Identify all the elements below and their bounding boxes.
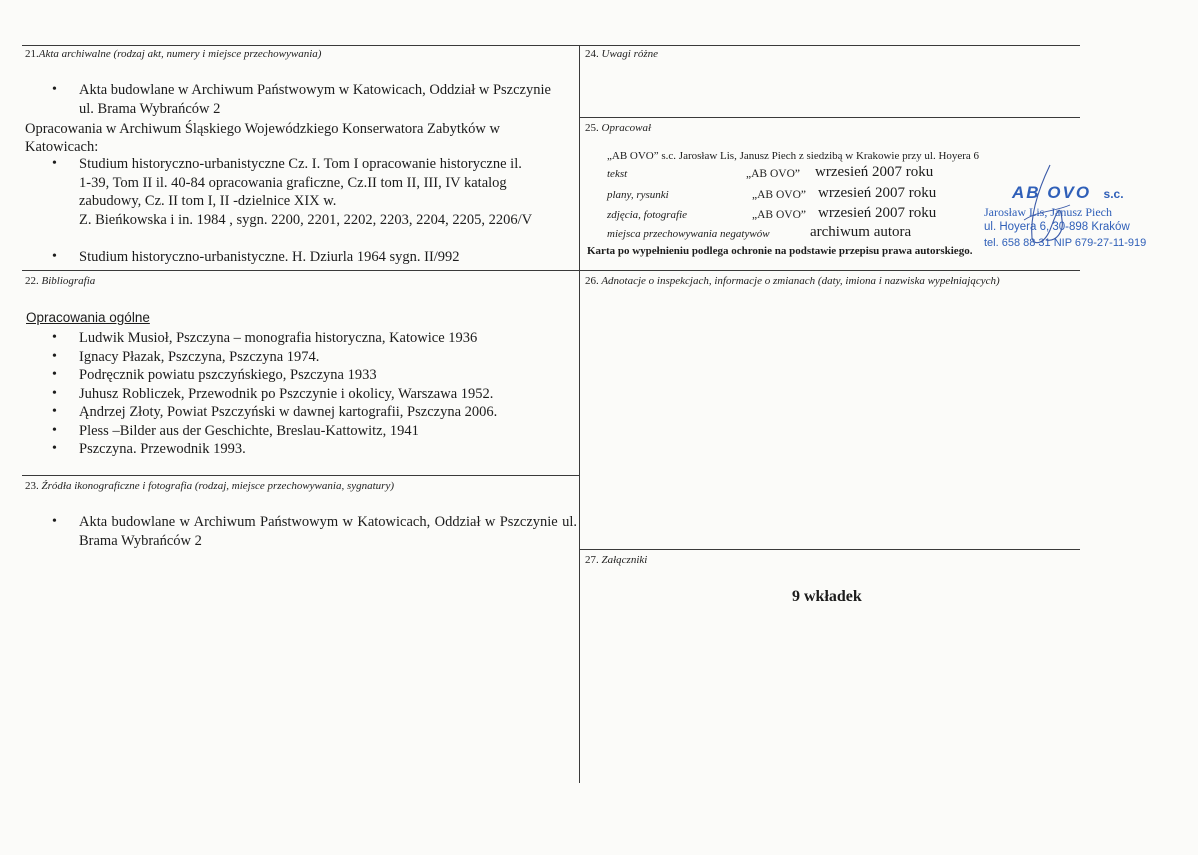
bibliography-list: [52, 329, 577, 459]
author-row-who: „AB OVO”: [746, 168, 800, 180]
section-26-number: 26.: [585, 275, 599, 287]
section-25-number: 25.: [585, 122, 599, 134]
list-item: • Ąndrzej Złoty, Powiat Pszczyński w dawnej kartografii, Pszczyna 2006.: [52, 403, 577, 422]
author-row-who: „AB OVO”: [752, 209, 806, 221]
section-22-title: Bibliografia: [41, 275, 96, 287]
copyright-note: Karta po wypełnieniu podlega ochronie na podstawie przepisu prawa autorskiego.: [587, 245, 973, 257]
section-24-label: [585, 48, 658, 60]
section-23-number: 23.: [25, 480, 39, 492]
section-25-label: [585, 122, 651, 134]
list-item: • Juhusz Robliczek, Przewodnik po Pszczynie i okolicy, Warszawa 1952.: [52, 385, 577, 404]
section-27-label: [585, 554, 647, 566]
author-row-label: zdjęcia, fotografie: [607, 209, 688, 221]
rule-right-2: [579, 270, 1080, 271]
company-line: „AB OVO” s.c. Jarosław Lis, Janusz Piech z siedzibą w Krakowie przy ul. Hoyera 6: [607, 150, 980, 162]
section-24-title: Uwagi różne: [601, 48, 659, 60]
section-21-label: [25, 48, 321, 60]
section-24-number: 24.: [585, 48, 599, 60]
column-divider: [579, 45, 580, 783]
section-27-number: 27.: [585, 554, 599, 566]
section-21-title: Akta archiwalne (rodzaj akt, numery i miejsce przechowywania): [38, 48, 322, 60]
signature-icon: [1010, 160, 1080, 250]
author-row-label: tekst: [607, 168, 628, 180]
list-item: • Akta budowlane w Archiwum Państwowym w Katowicach, Oddział w Pszczynie ul. Brama Wybrańców 2: [52, 81, 552, 118]
list-item: • Ignacy Płazak, Pszczyna, Pszczyna 1974.: [52, 348, 577, 367]
section-26-title: Adnotacje o inspekcjach, informacje o zmianach (daty, imiona i nazwiska wypełniających): [601, 275, 1000, 287]
section-21-list-1: [52, 81, 552, 118]
list-item: • Studium historyczno-urbanistyczne. H. Dziurla 1964 sygn. II/992: [52, 248, 577, 267]
studium1-line2: 1-39, Tom II il. 40-84 opracowania graficzne, Cz.II tom II, III, IV katalog: [79, 174, 507, 191]
section-25-title: Opracował: [601, 122, 651, 134]
author-row-who: „AB OVO”: [752, 189, 806, 201]
negatives-label: miejsca przechowywania negatywów: [607, 228, 770, 240]
author-row-when: wrzesień 2007 roku: [818, 185, 937, 201]
rule-right-1: [579, 117, 1080, 118]
stamp-line4: tel. 658 88 31 NIP 679-27-11-919: [984, 237, 1147, 249]
studium1-line4: Z. Bieńkowska i in. 1984 , sygn. 2200, 2201, 2202, 2203, 2204, 2205, 2206/V: [79, 211, 533, 228]
stamp-suffix: s.c.: [1103, 187, 1124, 201]
stamp-line3: ul. Hoyera 6, 30-898 Kraków: [984, 221, 1130, 233]
section-21-list-3: [52, 248, 577, 267]
list-item: • Pszczyna. Przewodnik 1993.: [52, 440, 577, 459]
list-item: • Ludwik Musioł, Pszczyna – monografia historyczna, Katowice 1936: [52, 329, 577, 348]
section-22-subtitle: Opracowania ogólne: [26, 310, 150, 325]
studium1-line3: zabudowy, Cz. II tom I, II -dzielnice XIX w.: [79, 193, 337, 209]
section-27-title: Załączniki: [601, 554, 648, 566]
section-22-label: [25, 275, 95, 287]
rule-right-3: [579, 549, 1080, 550]
list-item: [52, 155, 577, 229]
stamp-logo: AB OVO: [1012, 183, 1092, 202]
stamp-line2: Jarosław Lis, Janusz Piech: [984, 205, 1112, 219]
section-26-label: [585, 275, 1000, 287]
section-21-list-2: [52, 155, 577, 229]
section-23-title: Źródła ikonograficzne i fotografia (rodzaj, miejsce przechowywania, sygnatury): [41, 480, 394, 492]
attachments-value: 9 wkładek: [792, 588, 862, 605]
list-item: • Pless –Bilder aus der Geschichte, Breslau-Kattowitz, 1941: [52, 422, 577, 441]
section-21-number: 21.: [25, 48, 39, 60]
studium1-line1: • Studium historyczno-urbanistyczne Cz. I. Tom I opracowanie historyczne il.: [79, 156, 522, 172]
section-23-label: [25, 480, 394, 492]
section-21-intro: Opracowania w Archiwum Śląskiego Wojewódzkiego Konserwatora Zabytków w Katowicach:: [25, 121, 500, 155]
author-row-when: wrzesień 2007 roku: [818, 205, 937, 221]
rule-left-2: [22, 475, 579, 476]
rule-left-1: [22, 270, 579, 271]
list-item: • Podręcznik powiatu pszczyńskiego, Pszczyna 1933: [52, 366, 577, 385]
author-row-when: wrzesień 2007 roku: [815, 164, 934, 180]
list-item: • Akta budowlane w Archiwum Państwowym w Katowicach, Oddział w Pszczynie ul. Brama Wybrańców 2: [52, 513, 577, 550]
section-22-number: 22.: [25, 275, 39, 287]
top-rule: [22, 45, 1080, 46]
negatives-value: archiwum autora: [810, 224, 912, 240]
section-23-list: [52, 513, 577, 550]
author-row-label: plany, rysunki: [607, 189, 669, 201]
